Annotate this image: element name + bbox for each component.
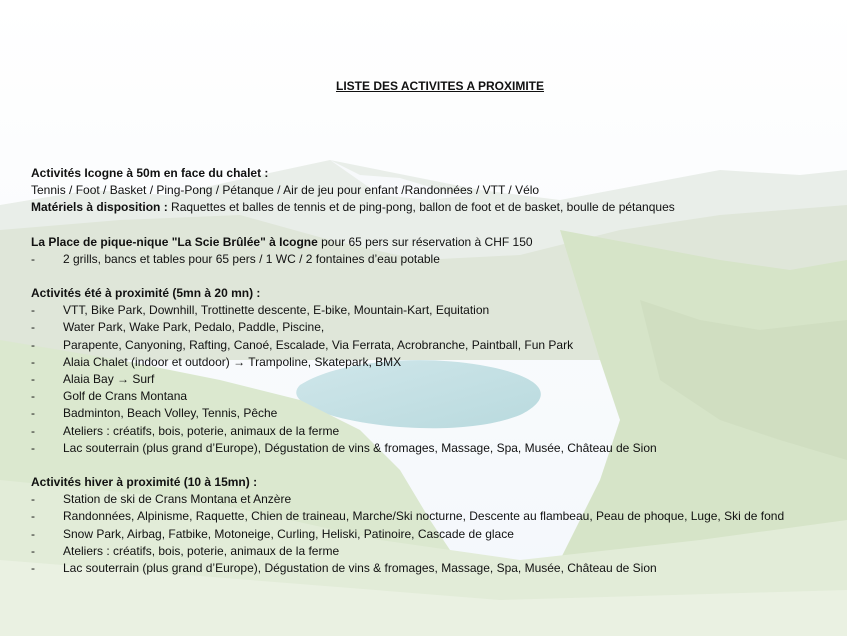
list-item (31, 508, 846, 525)
list-item (31, 302, 846, 319)
list-item-text: 2 grills, bancs et tables pour 65 pers / 1 WC / 2 fontaines d’eau potable (63, 251, 440, 266)
bullet-dash: - (31, 389, 35, 404)
bullet-dash: - (31, 509, 35, 524)
bullet-dash: - (31, 251, 35, 266)
list-item (31, 251, 846, 268)
bullet-dash: - (31, 543, 35, 558)
list-item (31, 491, 846, 508)
list-item-text: Alaia Chalet (indoor et outdoor) → Trampoline, Skatepark, BMX (63, 354, 402, 369)
section-heading: Activités été à proximité (5mn à 20 mn) : (31, 286, 261, 301)
bullet-dash: - (31, 354, 35, 369)
list-item (31, 423, 846, 440)
list-item-text: Golf de Crans Montana (63, 389, 188, 404)
section-heading-rest: pour 65 pers sur réservation à CHF 150 (317, 234, 533, 249)
materiel-line (31, 199, 846, 216)
bullet-dash: - (31, 492, 35, 507)
bullet-dash: - (31, 337, 35, 352)
section-ete (31, 285, 846, 457)
list-item-text: Alaia Bay → Surf (63, 372, 155, 387)
section-heading: La Place de pique-nique "La Scie Brûlée" à Icogne (31, 234, 318, 249)
section-line: Tennis / Foot / Basket / Ping-Pong / Pétanque / Air de jeu pour enfant /Randonnées / VTT / Vélo (31, 183, 540, 198)
bullet-dash: - (31, 320, 35, 335)
section-hiver (31, 474, 846, 577)
list-item (31, 440, 846, 457)
bullet-dash: - (31, 406, 35, 421)
list-item (31, 371, 846, 388)
page-title: LISTE DES ACTIVITES A PROXIMITE (335, 79, 545, 93)
list-item (31, 405, 846, 422)
section-piquenique (31, 234, 846, 268)
list-item (31, 560, 846, 577)
bullet-dash: - (31, 561, 35, 576)
list-item-text: Parapente, Canyoning, Rafting, Canoé, Escalade, Via Ferrata, Acrobranche, Paintball, Fun Park (63, 337, 574, 352)
list-item-text: Station de ski de Crans Montana et Anzère (63, 492, 292, 507)
materiel-text: Raquettes et balles de tennis et de ping-pong, ballon de foot et de basket, boulle de pétanques (167, 200, 675, 215)
list-item-text: Lac souterrain (plus grand d’Europe), Dégustation de vins & fromages, Massage, Spa, Musée, Château de Sion (63, 561, 657, 576)
list-item (31, 526, 846, 543)
bullet-dash: - (31, 440, 35, 455)
piquenique-heading-line (31, 234, 846, 251)
list-item-text: VTT, Bike Park, Downhill, Trottinette descente, E-bike, Mountain-Kart, Equitation (63, 303, 490, 318)
list-item-text: Lac souterrain (plus grand d’Europe), Dégustation de vins & fromages, Massage, Spa, Musée, Château de Sion (63, 440, 657, 455)
list-item-text: Ateliers : créatifs, bois, poterie, animaux de la ferme (63, 423, 340, 438)
list-item (31, 354, 846, 371)
list-item-text: Ateliers : créatifs, bois, poterie, animaux de la ferme (63, 543, 340, 558)
list-item-text: Snow Park, Airbag, Fatbike, Motoneige, Curling, Heliski, Patinoire, Cascade de glace (63, 526, 514, 541)
section-icogne (31, 165, 846, 217)
section-heading: Activités hiver à proximité (10 à 15mn) : (31, 475, 258, 490)
bullet-dash: - (31, 303, 35, 318)
list-item (31, 319, 846, 336)
list-item-text: Badminton, Beach Volley, Tennis, Pêche (63, 406, 278, 421)
list-item-text: Water Park, Wake Park, Pedalo, Paddle, Piscine, (63, 320, 325, 335)
activities-content (31, 165, 846, 594)
bullet-dash: - (31, 423, 35, 438)
section-heading: Activités Icogne à 50m en face du chalet : (31, 166, 269, 180)
list-item (31, 543, 846, 560)
list-item (31, 337, 846, 354)
list-item (31, 388, 846, 405)
bullet-dash: - (31, 526, 35, 541)
list-item-text: Randonnées, Alpinisme, Raquette, Chien de traineau, Marche/Ski nocturne, Descente au flambeau, Peau de phoque, Luge, Ski de fond (63, 509, 785, 524)
bullet-dash: - (31, 372, 35, 387)
materiel-label: Matériels à disposition : (31, 200, 168, 215)
